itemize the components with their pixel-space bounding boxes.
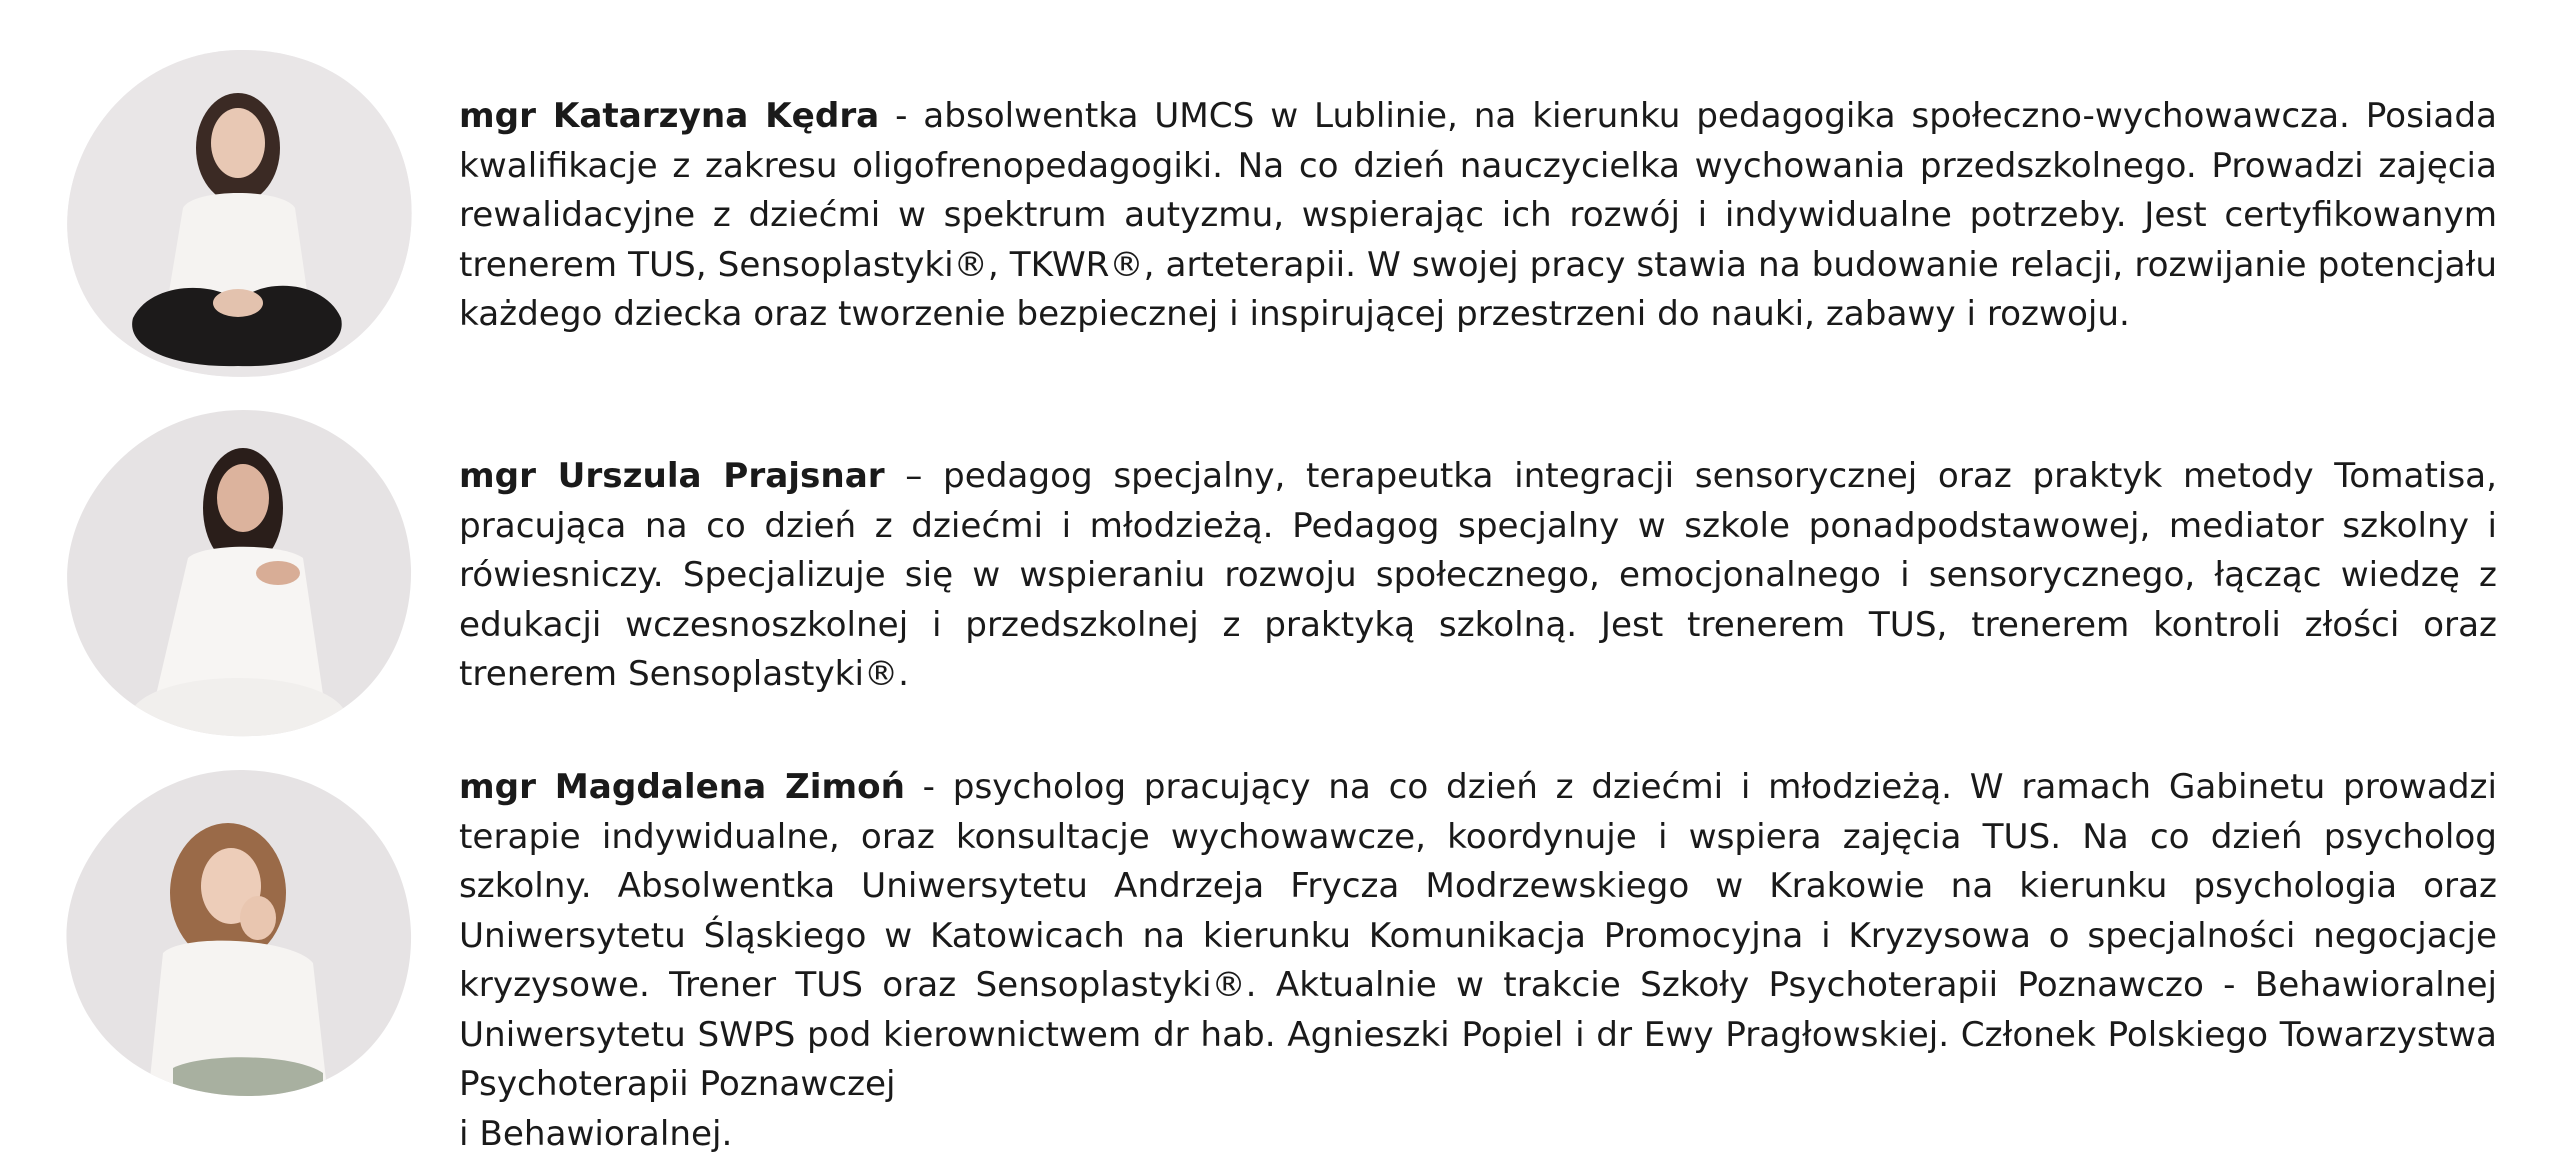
- profile-name: mgr Magdalena Zimoń: [459, 767, 905, 807]
- profile-name: mgr Katarzyna Kędra: [459, 96, 879, 136]
- profile-name: mgr Urszula Prajsnar: [459, 456, 885, 496]
- portrait-photo-3: [63, 768, 413, 1098]
- portrait-photo-2: [63, 408, 413, 738]
- portrait-photo-1: [63, 48, 413, 378]
- profile-bio: [459, 763, 2497, 1159]
- profile-bio-text: – pedagog specjalny, terapeutka integracji sensorycznej oraz praktyk metody Tomatisa, pracująca na co dzień z dziećmi i młodzieżą. Pedagog specjalny w szkole ponadpodstawowej, mediator szkolny i rówiesniczy. Specjalizuje się w wspieraniu rozwoju społecznego, emocjonalnego i sensorycznego, łącząc wiedzę z edukacji wczesnoszkolnej i przedszkolnej z praktyką szkolną. Jest trenerem TUS, trenerem kontroli złości oraz trenerem Sensoplastyki®.: [459, 456, 2497, 694]
- profile-photo: [63, 408, 413, 738]
- profile-bio-tail: i Behawioralnej.: [459, 1110, 2497, 1159]
- profile-photo: [63, 768, 413, 1098]
- profile-bio-text: - absolwentka UMCS w Lublinie, na kierunku pedagogika społeczno-wychowawcza. Posiada kwalifikacje z zakresu oligofrenopedagogiki. Na co dzień nauczycielka wychowania przedszkolnego. Prowadzi zajęcia rewalidacyjne z dziećmi w spektrum autyzmu, wspierając ich rozwój i indywidualne potrzeby. Jest certyfikowanym trenerem TUS, Sensoplastyki®, TKWR®, arteterapii. W swojej pracy stawia na budowanie relacji, rozwijanie potencjału każdego dziecka oraz tworzenie bezpiecznej i inspirującej przestrzeni do nauki, zabawy i rozwoju.: [459, 96, 2497, 334]
- profile-bio: [459, 452, 2497, 700]
- profile-bio: [459, 92, 2497, 340]
- profile-bio-text: - psycholog pracujący na co dzień z dziećmi i młodzieżą. W ramach Gabinetu prowadzi terapie indywidualne, oraz konsultacje wychowawcze, koordynuje i wspiera zajęcia TUS. Na co dzień psycholog szkolny. Absolwentka Uniwersytetu Andrzeja Frycza Modrzewskiego w Krakowie na kierunku psychologia oraz Uniwersytetu Śląskiego w Katowicach na kierunku Komunikacja Promocyjna i Kryzysowa o specjalności negocjacje kryzysowe. Trener TUS oraz Sensoplastyki®. Aktualnie w trakcie Szkoły Psychoterapii Poznawczo - Behawioralnej Uniwersytetu SWPS pod kierownictwem dr hab. Agnieszki Popiel i dr Ewy Pragłowskiej. Członek Polskiego Towarzystwa Psychoterapii Poznawczej: [459, 767, 2497, 1104]
- profile-photo: [63, 48, 413, 378]
